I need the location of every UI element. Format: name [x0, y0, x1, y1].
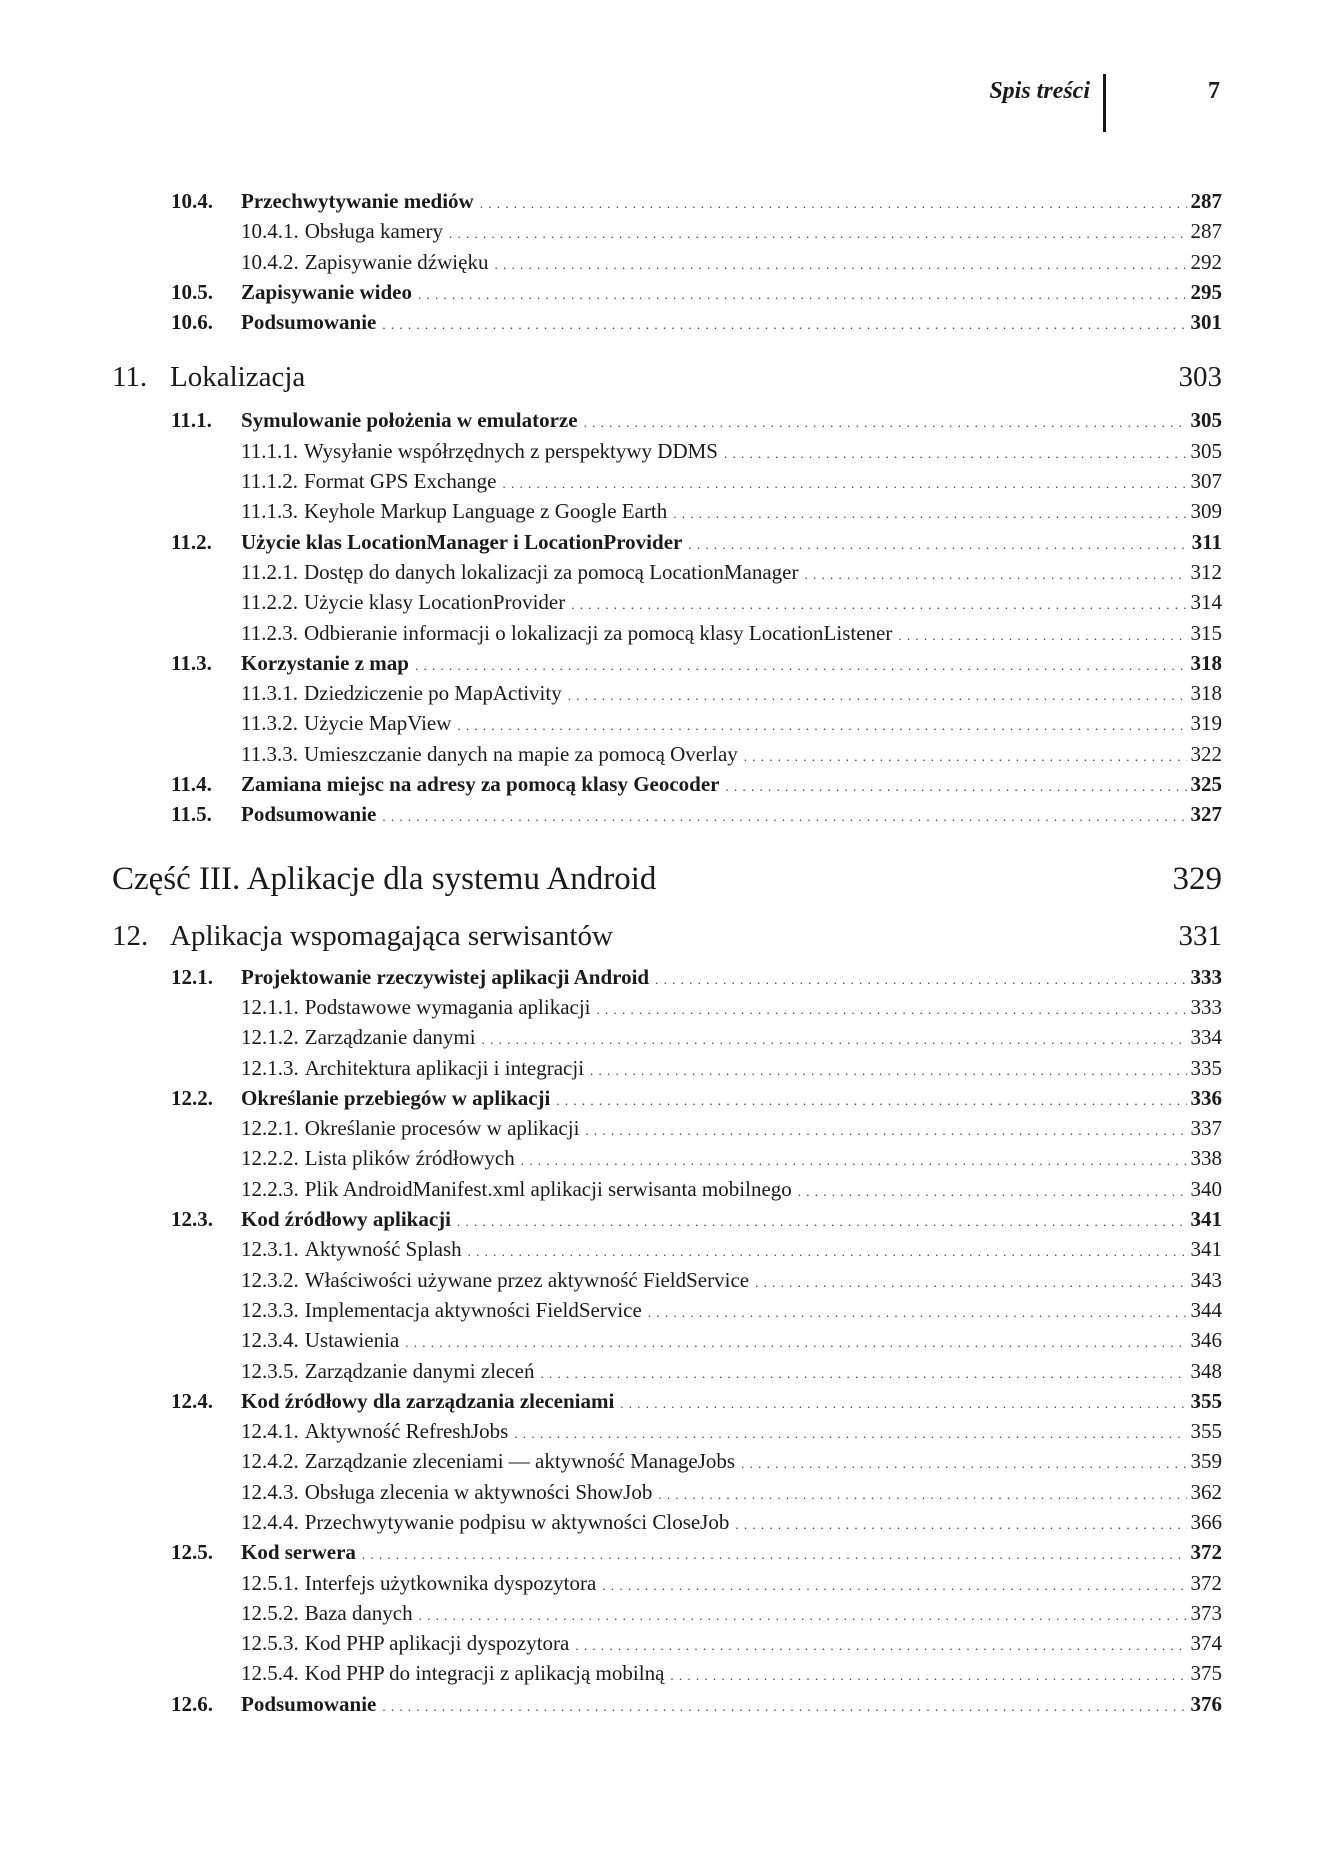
toc-subsection-entry[interactable] — [112, 1598, 1222, 1628]
part-title: Część III. Aplikacje dla systemu Android — [112, 860, 657, 897]
entry-page: 341 — [1190, 1237, 1222, 1262]
entry-title-wrap — [241, 1568, 602, 1598]
entry-page: 325 — [1190, 772, 1222, 797]
toc-block-chapter-11 — [112, 405, 1222, 829]
entry-title-wrap — [241, 1477, 658, 1507]
entry-title: Aktywność Splash — [304, 1237, 462, 1262]
chapter-number: 12. — [112, 919, 149, 952]
entry-page: 355 — [1190, 1419, 1222, 1444]
entry-title: Określanie procesów w aplikacji — [304, 1116, 580, 1141]
entry-title: Określanie przebiegów w aplikacji — [241, 1085, 551, 1110]
entry-number: 12.3.2. — [241, 1267, 299, 1292]
entry-number: 11.2.2. — [241, 590, 298, 615]
entry-page: 366 — [1190, 1509, 1222, 1534]
entry-page: 315 — [1190, 620, 1222, 645]
toc-section-entry[interactable] — [112, 1386, 1222, 1416]
dot-leader — [521, 1146, 1187, 1176]
entry-page: 341 — [1190, 1207, 1222, 1232]
entry-number: 11.3. — [171, 650, 212, 675]
entry-number: 12.3.5. — [241, 1358, 299, 1383]
entry-number: 12.3.4. — [241, 1328, 299, 1353]
dot-leader — [590, 1056, 1186, 1086]
page-number: 7 — [1208, 78, 1220, 104]
entry-title: Symulowanie położenia w emulatorze — [241, 408, 578, 433]
entry-number: 11.4. — [171, 772, 212, 797]
entry-number: 12.3.1. — [241, 1237, 299, 1262]
entry-title-wrap — [241, 436, 724, 466]
toc-subsection-entry[interactable] — [112, 1325, 1222, 1355]
entry-title: Użycie klas LocationManager i LocationProvider — [241, 529, 683, 554]
entry-number: 11.2. — [171, 529, 212, 554]
entry-number: 10.4.2. — [241, 249, 299, 274]
toc-subsection-entry[interactable] — [112, 466, 1222, 496]
entry-title-wrap — [241, 708, 457, 738]
toc-subsection-entry[interactable] — [112, 1143, 1222, 1173]
entry-title-wrap — [241, 216, 449, 246]
entry-title-wrap — [241, 1507, 735, 1537]
entry-title: Baza danych — [304, 1600, 413, 1625]
entry-number: 12.4. — [171, 1388, 213, 1413]
entry-title-wrap — [241, 496, 673, 526]
chapter-page: 331 — [1178, 919, 1222, 952]
entry-title-wrap — [241, 1265, 755, 1295]
chapter-heading-11[interactable] — [112, 349, 1222, 405]
dot-leader — [898, 621, 1186, 651]
entry-number: 10.4. — [171, 189, 213, 213]
entry-title: Kod serwera — [241, 1540, 356, 1565]
entry-title-wrap — [241, 678, 568, 708]
entry-title: Interfejs użytkownika dyspozytora — [304, 1570, 597, 1595]
dot-leader — [568, 681, 1187, 711]
entry-page: 337 — [1190, 1116, 1222, 1141]
toc-subsection-entry[interactable] — [112, 436, 1222, 466]
entry-title: Kod źródłowy dla zarządzania zleceniami — [241, 1388, 615, 1413]
entry-title: Kod źródłowy aplikacji — [241, 1207, 452, 1232]
dot-leader — [648, 1298, 1187, 1328]
entry-page: 319 — [1190, 711, 1222, 736]
entry-page: 287 — [1190, 219, 1222, 244]
entry-page: 373 — [1190, 1600, 1222, 1625]
entry-title-wrap — [241, 739, 744, 769]
entry-page: 374 — [1190, 1631, 1222, 1656]
part-page: 329 — [1172, 860, 1222, 897]
entry-title-wrap — [241, 1325, 405, 1355]
entry-number: 12.5.1. — [241, 1570, 299, 1595]
toc-subsection-entry[interactable] — [112, 708, 1222, 738]
toc-subsection-entry[interactable] — [112, 1416, 1222, 1446]
entry-title: Dziedziczenie po MapActivity — [303, 681, 562, 706]
toc-subsection-entry[interactable] — [112, 1174, 1222, 1204]
toc-subsection-entry[interactable] — [112, 618, 1222, 648]
entry-number: 12.2.3. — [241, 1176, 299, 1201]
dot-leader — [804, 560, 1186, 590]
entry-number: 12.1.3. — [241, 1055, 299, 1080]
toc-subsection-entry[interactable] — [112, 678, 1222, 708]
dot-leader — [673, 499, 1186, 529]
entry-title-wrap — [241, 1446, 741, 1476]
entry-title: Odbieranie informacji o lokalizacji za pomocą klasy LocationListener — [303, 620, 893, 645]
entry-page: 314 — [1190, 590, 1222, 615]
entry-number: 11.3.3. — [241, 741, 298, 766]
dot-leader — [658, 1480, 1186, 1510]
dot-leader — [597, 995, 1187, 1025]
entry-title: Podsumowanie — [241, 802, 377, 827]
dot-leader — [418, 280, 1187, 310]
entry-title-wrap — [241, 1022, 482, 1052]
entry-page: 335 — [1190, 1055, 1222, 1080]
chapter-title: Lokalizacja — [170, 361, 306, 394]
dot-leader — [494, 250, 1186, 280]
entry-page: 312 — [1190, 559, 1222, 584]
entry-page: 376 — [1190, 1691, 1222, 1716]
entry-title-wrap — [241, 466, 502, 496]
toc-subsection-entry[interactable] — [112, 247, 1222, 277]
entry-page: 340 — [1190, 1176, 1222, 1201]
entry-title: Kod PHP do integracji z aplikacją mobilną — [304, 1661, 665, 1686]
dot-leader — [575, 1631, 1186, 1661]
entry-title: Zamiana miejsc na adresy za pomocą klasy Geocoder — [241, 772, 720, 797]
toc-subsection-entry[interactable] — [112, 1022, 1222, 1052]
entry-page: 292 — [1190, 249, 1222, 274]
chapter-page: 303 — [1178, 361, 1222, 394]
entry-page: 295 — [1190, 279, 1222, 304]
entry-page: 359 — [1190, 1449, 1222, 1474]
dot-leader — [382, 1692, 1186, 1722]
entry-title: Użycie klasy LocationProvider — [303, 590, 566, 615]
entry-title: Dostęp do danych lokalizacji za pomocą LocationManager — [303, 559, 799, 584]
entry-number: 12.1.1. — [241, 994, 299, 1019]
entry-title-wrap — [241, 587, 571, 617]
entry-page: 362 — [1190, 1479, 1222, 1504]
entry-number: 11.1.3. — [241, 499, 298, 524]
entry-title: Podsumowanie — [241, 310, 377, 335]
entry-page: 305 — [1190, 438, 1222, 463]
entry-title: Lista plików źródłowych — [304, 1146, 515, 1171]
entry-number: 12.4.1. — [241, 1419, 299, 1444]
entry-title: Obsługa kamery — [304, 219, 443, 244]
dot-leader — [741, 1449, 1186, 1479]
entry-number: 12.1.2. — [241, 1025, 299, 1050]
entry-title: Keyhole Markup Language z Google Earth — [303, 499, 668, 524]
dot-leader — [571, 590, 1186, 620]
entry-number: 12.5.2. — [241, 1600, 299, 1625]
entry-title-wrap — [241, 1658, 670, 1688]
entry-title: Ustawienia — [304, 1328, 400, 1353]
dot-leader — [362, 1540, 1187, 1570]
entry-number: 12.2. — [171, 1085, 213, 1110]
entry-number: 12.3.3. — [241, 1297, 299, 1322]
toc-subsection-entry[interactable] — [112, 1234, 1222, 1264]
dot-leader — [502, 469, 1186, 499]
entry-title: Korzystanie z map — [241, 650, 409, 675]
dot-leader — [602, 1571, 1186, 1601]
entry-title-wrap — [241, 1143, 521, 1173]
entry-number: 12.6. — [171, 1691, 213, 1716]
entry-title: Właściwości używane przez aktywność FieldService — [304, 1267, 750, 1292]
dot-leader — [735, 1510, 1186, 1540]
entry-page: 307 — [1190, 469, 1222, 494]
toc-block-chapter-10 — [112, 186, 1222, 337]
entry-title: Projektowanie rzeczywistej aplikacji Android — [241, 964, 650, 989]
toc-section-entry[interactable] — [112, 405, 1222, 435]
toc-section-entry[interactable] — [112, 527, 1222, 557]
toc-subsection-entry[interactable] — [112, 1295, 1222, 1325]
toc-subsection-entry[interactable] — [112, 1507, 1222, 1537]
entry-title: Użycie MapView — [303, 711, 452, 736]
entry-page: 372 — [1190, 1540, 1222, 1565]
entry-title: Kod PHP aplikacji dyspozytora — [304, 1631, 570, 1656]
entry-page: 344 — [1190, 1297, 1222, 1322]
dot-leader — [415, 651, 1187, 681]
entry-number: 10.4.1. — [241, 219, 299, 244]
entry-number: 12.5.4. — [241, 1661, 299, 1686]
entry-title-wrap — [241, 1598, 419, 1628]
toc-section-entry[interactable] — [112, 1537, 1222, 1567]
entry-title-wrap — [241, 1113, 585, 1143]
entry-page: 334 — [1190, 1025, 1222, 1050]
table-of-contents — [112, 186, 1222, 1719]
toc-subsection-entry[interactable] — [112, 216, 1222, 246]
entry-title-wrap — [241, 1234, 468, 1264]
chapter-heading-12[interactable] — [112, 910, 1222, 962]
entry-number: 11.3.1. — [241, 681, 298, 706]
entry-page: 333 — [1190, 994, 1222, 1019]
dot-leader — [405, 1328, 1186, 1358]
entry-page: 318 — [1190, 650, 1222, 675]
toc-section-entry[interactable] — [112, 799, 1222, 829]
entry-page: 338 — [1190, 1146, 1222, 1171]
entry-number: 12.4.4. — [241, 1509, 299, 1534]
toc-subsection-entry[interactable] — [112, 1658, 1222, 1688]
entry-title-wrap — [241, 618, 898, 648]
dot-leader — [514, 1419, 1186, 1449]
dot-leader — [457, 1207, 1186, 1237]
dot-leader — [457, 711, 1186, 741]
entry-number: 12.3. — [171, 1207, 213, 1232]
entry-title: Zapisywanie wideo — [241, 279, 412, 304]
dot-leader — [688, 530, 1187, 560]
entry-title: Przechwytywanie podpisu w aktywności CloseJob — [304, 1509, 730, 1534]
toc-subsection-entry[interactable] — [112, 1265, 1222, 1295]
entry-title-wrap — [241, 1295, 648, 1325]
entry-page: 318 — [1190, 681, 1222, 706]
dot-leader — [585, 1116, 1186, 1146]
part-heading[interactable] — [112, 854, 1222, 904]
running-header-title: Spis treści — [989, 78, 1090, 104]
toc-subsection-entry[interactable] — [112, 1477, 1222, 1507]
dot-leader — [670, 1661, 1186, 1691]
entry-title: Wysyłanie współrzędnych z perspektywy DDMS — [303, 438, 718, 463]
dot-leader — [419, 1601, 1187, 1631]
toc-section-entry[interactable] — [112, 186, 1222, 216]
toc-block-chapter-12 — [112, 962, 1222, 1719]
dot-leader — [468, 1237, 1187, 1267]
entry-title-wrap — [241, 1174, 798, 1204]
entry-number: 12.5.3. — [241, 1631, 299, 1656]
entry-page: 375 — [1190, 1661, 1222, 1686]
toc-subsection-entry[interactable] — [112, 1628, 1222, 1658]
entry-page: 287 — [1190, 189, 1222, 213]
entry-page: 309 — [1190, 499, 1222, 524]
entry-page: 346 — [1190, 1328, 1222, 1353]
dot-leader — [480, 189, 1187, 219]
dot-leader — [655, 965, 1186, 995]
entry-number: 11.1.1. — [241, 438, 298, 463]
page-header — [0, 0, 1322, 140]
toc-section-entry[interactable] — [112, 769, 1222, 799]
toc-subsection-entry[interactable] — [112, 992, 1222, 1022]
entry-title-wrap — [241, 1356, 540, 1386]
entry-title-wrap — [241, 1416, 514, 1446]
toc-section-entry[interactable] — [112, 962, 1222, 992]
entry-number: 10.5. — [171, 279, 213, 304]
entry-number: 12.4.2. — [241, 1449, 299, 1474]
entry-title-wrap — [241, 247, 494, 277]
toc-section-entry[interactable] — [112, 1204, 1222, 1234]
entry-title: Podstawowe wymagania aplikacji — [304, 994, 591, 1019]
entry-title-wrap — [241, 1053, 590, 1083]
entry-number: 11.2.1. — [241, 559, 298, 584]
entry-title: Przechwytywanie mediów — [241, 189, 474, 213]
entry-title: Zarządzanie zleceniami — aktywność ManageJobs — [304, 1449, 736, 1474]
entry-number: 12.2.1. — [241, 1116, 299, 1141]
entry-title-wrap — [241, 557, 804, 587]
entry-page: 333 — [1190, 964, 1222, 989]
toc-section-entry[interactable] — [112, 1083, 1222, 1113]
dot-leader — [382, 310, 1186, 340]
toc-subsection-entry[interactable] — [112, 1568, 1222, 1598]
entry-title: Zapisywanie dźwięku — [304, 249, 489, 274]
toc-section-entry[interactable] — [112, 1689, 1222, 1719]
entry-page: 301 — [1190, 310, 1222, 335]
toc-subsection-entry[interactable] — [112, 1053, 1222, 1083]
entry-page: 343 — [1190, 1267, 1222, 1292]
entry-number: 12.4.3. — [241, 1479, 299, 1504]
entry-page: 348 — [1190, 1358, 1222, 1383]
entry-title: Format GPS Exchange — [303, 469, 497, 494]
entry-page: 355 — [1190, 1388, 1222, 1413]
entry-title: Aktywność RefreshJobs — [304, 1419, 509, 1444]
entry-title-wrap — [241, 992, 597, 1022]
entry-page: 336 — [1190, 1085, 1222, 1110]
toc-section-entry[interactable] — [112, 307, 1222, 337]
entry-title: Podsumowanie — [241, 1691, 377, 1716]
entry-number: 11.1. — [171, 408, 212, 433]
entry-title: Zarządzanie danymi — [304, 1025, 476, 1050]
entry-number: 11.3.2. — [241, 711, 298, 736]
toc-subsection-entry[interactable] — [112, 557, 1222, 587]
toc-section-entry[interactable] — [112, 648, 1222, 678]
entry-number: 11.2.3. — [241, 620, 298, 645]
toc-subsection-entry[interactable] — [112, 1113, 1222, 1143]
dot-leader — [449, 219, 1187, 249]
dot-leader — [382, 802, 1186, 832]
entry-page: 305 — [1190, 408, 1222, 433]
toc-subsection-entry[interactable] — [112, 1446, 1222, 1476]
toc-subsection-entry[interactable] — [112, 1356, 1222, 1386]
entry-title: Zarządzanie danymi zleceń — [304, 1358, 535, 1383]
chapter-title: Aplikacja wspomagająca serwisantów — [170, 919, 613, 952]
entry-page: 311 — [1191, 529, 1222, 554]
dot-leader — [798, 1177, 1187, 1207]
dot-leader — [540, 1359, 1186, 1389]
entry-number: 11.5. — [171, 802, 212, 827]
entry-page: 327 — [1190, 802, 1222, 827]
dot-leader — [744, 742, 1187, 772]
entry-title: Architektura aplikacji i integracji — [304, 1055, 585, 1080]
entry-title: Umieszczanie danych na mapie za pomocą Overlay — [303, 741, 738, 766]
entry-title: Obsługa zlecenia w aktywności ShowJob — [304, 1479, 653, 1504]
dot-leader — [724, 439, 1187, 469]
toc-subsection-entry[interactable] — [112, 496, 1222, 526]
entry-title-wrap — [241, 1628, 575, 1658]
entry-number: 12.1. — [171, 964, 213, 989]
entry-number: 12.2.2. — [241, 1146, 299, 1171]
dot-leader — [584, 408, 1187, 438]
entry-number: 11.1.2. — [241, 469, 298, 494]
entry-page: 322 — [1190, 741, 1222, 766]
entry-title: Plik AndroidManifest.xml aplikacji serwisanta mobilnego — [304, 1176, 792, 1201]
toc-subsection-entry[interactable] — [112, 587, 1222, 617]
dot-leader — [755, 1268, 1186, 1298]
dot-leader — [726, 772, 1187, 802]
dot-leader — [620, 1389, 1186, 1419]
toc-section-entry[interactable] — [112, 277, 1222, 307]
entry-number: 12.5. — [171, 1540, 213, 1565]
header-divider — [1103, 74, 1106, 132]
chapter-number: 11. — [112, 361, 148, 394]
entry-number: 10.6. — [171, 310, 213, 335]
entry-page: 372 — [1190, 1570, 1222, 1595]
entry-title: Implementacja aktywności FieldService — [304, 1297, 642, 1322]
dot-leader — [482, 1025, 1187, 1055]
dot-leader — [556, 1086, 1186, 1116]
toc-subsection-entry[interactable] — [112, 739, 1222, 769]
